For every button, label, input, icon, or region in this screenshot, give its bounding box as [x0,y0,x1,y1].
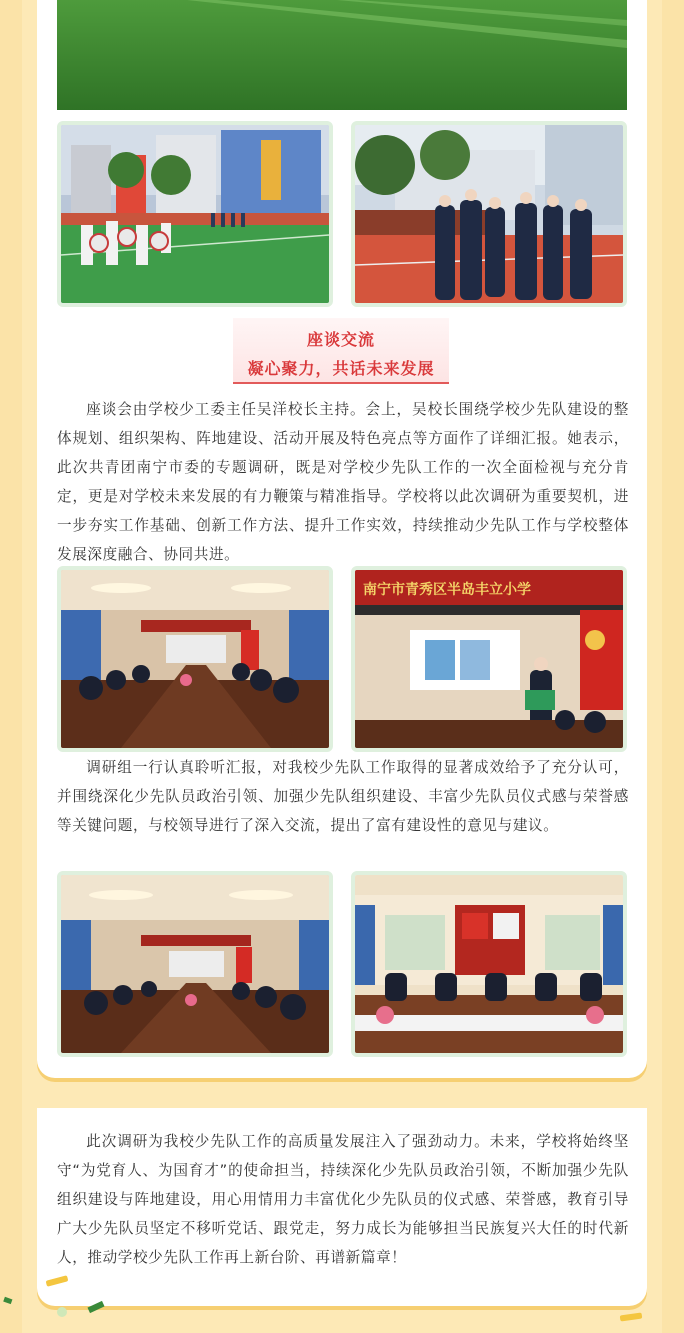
paragraph-meeting-summary: 座谈会由学校少工委主任吴洋校长主持。会上，吴校长围绕学校少先队建设的整体规划、组织架构、阵地建设、活动开展及特色亮点等方面作了详细汇报。她表示，此次共青团南宁市委的专题调研，既是对学校少先队工作的一次全面检视与充分肯定，更是对学校未来发展的有力鞭策与精准指导。学校将以此次调研为重要契机，进一步夯实工作基础、创新工作方法、提升工作实效，持续推动少先队工作与学校整体发展深度融合、协同共进。 [57,401,629,563]
leaders-applauding-photo [351,121,627,307]
paragraph-research-feedback: 调研组一行认真聆听汇报，对我校少先队工作取得的显著成效给予了充分认可，并围绕深化少先队员政治引领、加强少先队组织建设、丰富少先队员仪式感与荣誉感等关键问题，与校领导进行了深入交流，提出了富有建设性的意见与建议。 [57,759,629,834]
drum-team-photo [57,121,333,307]
right-decor-strip [662,0,684,1333]
paragraph-future-outlook: 此次调研为我校少先队工作的高质量发展注入了强劲动力。未来，学校将始终坚守“为党育人、为国育才”的使命担当，持续深化少先队员政治引领，不断加强少先队组织建设与阵地建设，用心用情用力丰富优化少先队员的仪式感、荣誉感，教育引导广大少先队员坚定不移听党话、跟党走，努力成长为能够担当民族复兴大任的时代新人，推动学校少先队工作再上新台阶、再谱新篇章！ [57,1133,629,1266]
confetti-decoration [0,1270,684,1333]
turf-field-photo [57,0,627,110]
section-heading-line2: 凝心聚力，共话未来发展 [247,359,435,378]
meeting-room-photo-2 [57,871,333,1057]
school-presentation-photo [351,566,627,752]
section-heading-line1: 座谈交流 [306,330,375,349]
section-heading [233,318,449,384]
left-decor-strip [0,0,22,1333]
school-banner-text: 南宁市青秀区半岛丰立小学 [363,582,531,598]
conference-table-photo [351,871,627,1057]
meeting-room-photo-1 [57,566,333,752]
